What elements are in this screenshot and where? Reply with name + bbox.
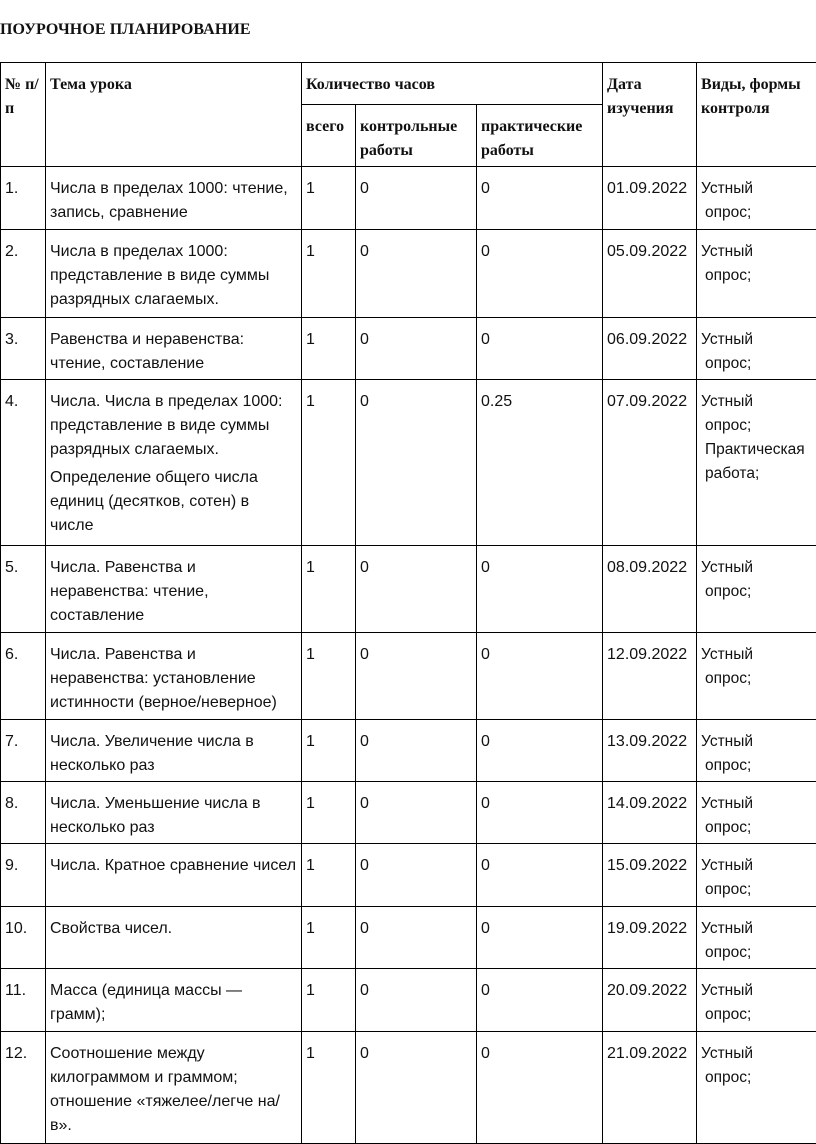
control-form-first: Устный: [701, 795, 754, 812]
lesson-topic-cell: [46, 633, 302, 720]
study-date: 15.09.2022: [603, 844, 697, 907]
lesson-topic: Числа. Увеличение числа в несколько раз: [50, 733, 254, 774]
lesson-topic-cell: [46, 969, 302, 1032]
lesson-number: 9.: [1, 844, 46, 907]
control-form-cell: [697, 782, 816, 844]
table-row: [1, 907, 816, 969]
lesson-topic-cell: [46, 167, 302, 230]
control-form-rest: опрос;: [705, 757, 752, 774]
hours-total: 1: [302, 633, 356, 720]
header-date: Дата изучения: [603, 63, 697, 167]
lesson-topic: Числа. Числа в пределах 1000: представление в виде суммы разрядных слагаемых.: [50, 393, 283, 458]
lesson-topic-cell: [46, 1032, 302, 1144]
control-form-cell: [697, 1032, 816, 1144]
header-topic: Тема урока: [46, 63, 302, 167]
control-form-first: Устный: [701, 180, 754, 197]
header-hours-control: контрольные работы: [356, 105, 477, 167]
control-form-rest: опрос; Практическая работа;: [705, 417, 805, 482]
control-form-first: Устный: [701, 857, 754, 874]
table-row: [1, 969, 816, 1032]
study-date: 06.09.2022: [603, 318, 697, 380]
hours-total: 1: [302, 782, 356, 844]
hours-practical: 0: [477, 844, 603, 907]
lesson-topic: Свойства чисел.: [50, 920, 173, 937]
control-form-rest: опрос;: [705, 267, 752, 284]
hours-practical: 0: [477, 782, 603, 844]
table-row: [1, 230, 816, 318]
hours-total: 1: [302, 318, 356, 380]
control-form-cell: [697, 318, 816, 380]
study-date: 14.09.2022: [603, 782, 697, 844]
table-body: [1, 167, 816, 1144]
hours-control: 0: [356, 782, 477, 844]
lesson-topic: Числа. Уменьшение числа в несколько раз: [50, 795, 261, 836]
study-date: 05.09.2022: [603, 230, 697, 318]
lesson-topic-cell: [46, 230, 302, 318]
lesson-topic: Соотношение между килограммом и граммом; отношение «тяжелее/легче на/в».: [50, 1045, 280, 1134]
hours-practical: 0: [477, 969, 603, 1032]
hours-total: 1: [302, 720, 356, 782]
lesson-topic: Числа в пределах 1000: чтение, запись, сравнение: [50, 180, 288, 221]
hours-total: 1: [302, 167, 356, 230]
lesson-number: 12.: [1, 1032, 46, 1144]
hours-practical: 0: [477, 546, 603, 633]
table-row: [1, 380, 816, 546]
lesson-number: 2.: [1, 230, 46, 318]
hours-practical: 0: [477, 167, 603, 230]
hours-practical: 0: [477, 230, 603, 318]
hours-control: 0: [356, 844, 477, 907]
hours-control: 0: [356, 720, 477, 782]
hours-practical: 0: [477, 633, 603, 720]
lesson-number: 3.: [1, 318, 46, 380]
lesson-topic: Масса (единица массы — грамм);: [50, 982, 243, 1023]
study-date: 01.09.2022: [603, 167, 697, 230]
hours-practical: 0: [477, 907, 603, 969]
control-form-cell: [697, 633, 816, 720]
control-form-rest: опрос;: [705, 1006, 752, 1023]
study-date: 20.09.2022: [603, 969, 697, 1032]
study-date: 12.09.2022: [603, 633, 697, 720]
control-form-first: Устный: [701, 982, 754, 999]
control-form-first: Устный: [701, 920, 754, 937]
control-form-first: Устный: [701, 733, 754, 750]
lesson-number: 10.: [1, 907, 46, 969]
hours-control: 0: [356, 969, 477, 1032]
control-form-cell: [697, 844, 816, 907]
study-date: 19.09.2022: [603, 907, 697, 969]
lesson-topic: Числа. Равенства и неравенства: чтение, составление: [50, 559, 209, 624]
lesson-number: 4.: [1, 380, 46, 546]
study-date: 07.09.2022: [603, 380, 697, 546]
control-form-cell: [697, 720, 816, 782]
hours-total: 1: [302, 844, 356, 907]
table-row: [1, 318, 816, 380]
hours-practical: 0: [477, 720, 603, 782]
hours-total: 1: [302, 380, 356, 546]
control-form-rest: опрос;: [705, 355, 752, 372]
header-num: № п/п: [1, 63, 46, 167]
lesson-number: 6.: [1, 633, 46, 720]
lesson-topic: Числа. Равенства и неравенства: установление истинности (верное/неверное): [50, 646, 277, 711]
table-row: [1, 782, 816, 844]
hours-total: 1: [302, 1032, 356, 1144]
lesson-number: 8.: [1, 782, 46, 844]
lesson-topic-cell: [46, 844, 302, 907]
control-form-cell: [697, 230, 816, 318]
study-date: 08.09.2022: [603, 546, 697, 633]
hours-practical: 0: [477, 318, 603, 380]
table-row: [1, 1032, 816, 1144]
page-title: ПОУРОЧНОЕ ПЛАНИРОВАНИЕ: [0, 21, 251, 38]
control-form-first: Устный: [701, 646, 754, 663]
lesson-topic-cell: [46, 380, 302, 546]
hours-control: 0: [356, 230, 477, 318]
control-form-first: Устный: [701, 559, 754, 576]
control-form-rest: опрос;: [705, 583, 752, 600]
table-row: [1, 167, 816, 230]
lesson-topic-cell: [46, 782, 302, 844]
control-form-first: Устный: [701, 393, 754, 410]
control-form-cell: [697, 380, 816, 546]
control-form-first: Устный: [701, 1045, 754, 1062]
lesson-plan-table: [0, 62, 816, 1144]
control-form-cell: [697, 907, 816, 969]
hours-control: 0: [356, 546, 477, 633]
hours-total: 1: [302, 230, 356, 318]
hours-total: 1: [302, 546, 356, 633]
lesson-number: 11.: [1, 969, 46, 1032]
control-form-cell: [697, 969, 816, 1032]
hours-control: 0: [356, 167, 477, 230]
table-row: [1, 633, 816, 720]
lesson-topic: Числа в пределах 1000: представление в виде суммы разрядных слагаемых.: [50, 243, 270, 308]
control-form-rest: опрос;: [705, 1069, 752, 1086]
control-form-cell: [697, 546, 816, 633]
control-form-rest: опрос;: [705, 204, 752, 221]
lesson-topic-extra: Определение общего числа единиц (десятков, сотен) в числе: [50, 469, 258, 534]
control-form-rest: опрос;: [705, 881, 752, 898]
header-row: [1, 63, 816, 105]
lesson-topic-cell: [46, 907, 302, 969]
control-form-rest: опрос;: [705, 670, 752, 687]
hours-control: 0: [356, 633, 477, 720]
lesson-number: 5.: [1, 546, 46, 633]
hours-control: 0: [356, 318, 477, 380]
hours-control: 0: [356, 380, 477, 546]
table-row: [1, 844, 816, 907]
lesson-number: 1.: [1, 167, 46, 230]
control-form-rest: опрос;: [705, 944, 752, 961]
control-form-first: Устный: [701, 331, 754, 348]
lesson-topic-cell: [46, 720, 302, 782]
lesson-topic: Равенства и неравенства: чтение, составление: [50, 331, 245, 372]
hours-total: 1: [302, 969, 356, 1032]
hours-total: 1: [302, 907, 356, 969]
control-form-cell: [697, 167, 816, 230]
control-form-rest: опрос;: [705, 819, 752, 836]
hours-control: 0: [356, 1032, 477, 1144]
header-control: Виды, формы контроля: [697, 63, 816, 167]
hours-practical: 0.25: [477, 380, 603, 546]
lesson-topic: Числа. Кратное сравнение чисел: [50, 857, 297, 874]
lesson-number: 7.: [1, 720, 46, 782]
header-hours-total: всего: [302, 105, 356, 167]
table-row: [1, 546, 816, 633]
lesson-topic-cell: [46, 546, 302, 633]
header-hours: Количество часов: [302, 63, 603, 105]
study-date: 21.09.2022: [603, 1032, 697, 1144]
lesson-topic-cell: [46, 318, 302, 380]
hours-practical: 0: [477, 1032, 603, 1144]
table-row: [1, 720, 816, 782]
control-form-first: Устный: [701, 243, 754, 260]
hours-control: 0: [356, 907, 477, 969]
study-date: 13.09.2022: [603, 720, 697, 782]
header-hours-practical: практические работы: [477, 105, 603, 167]
